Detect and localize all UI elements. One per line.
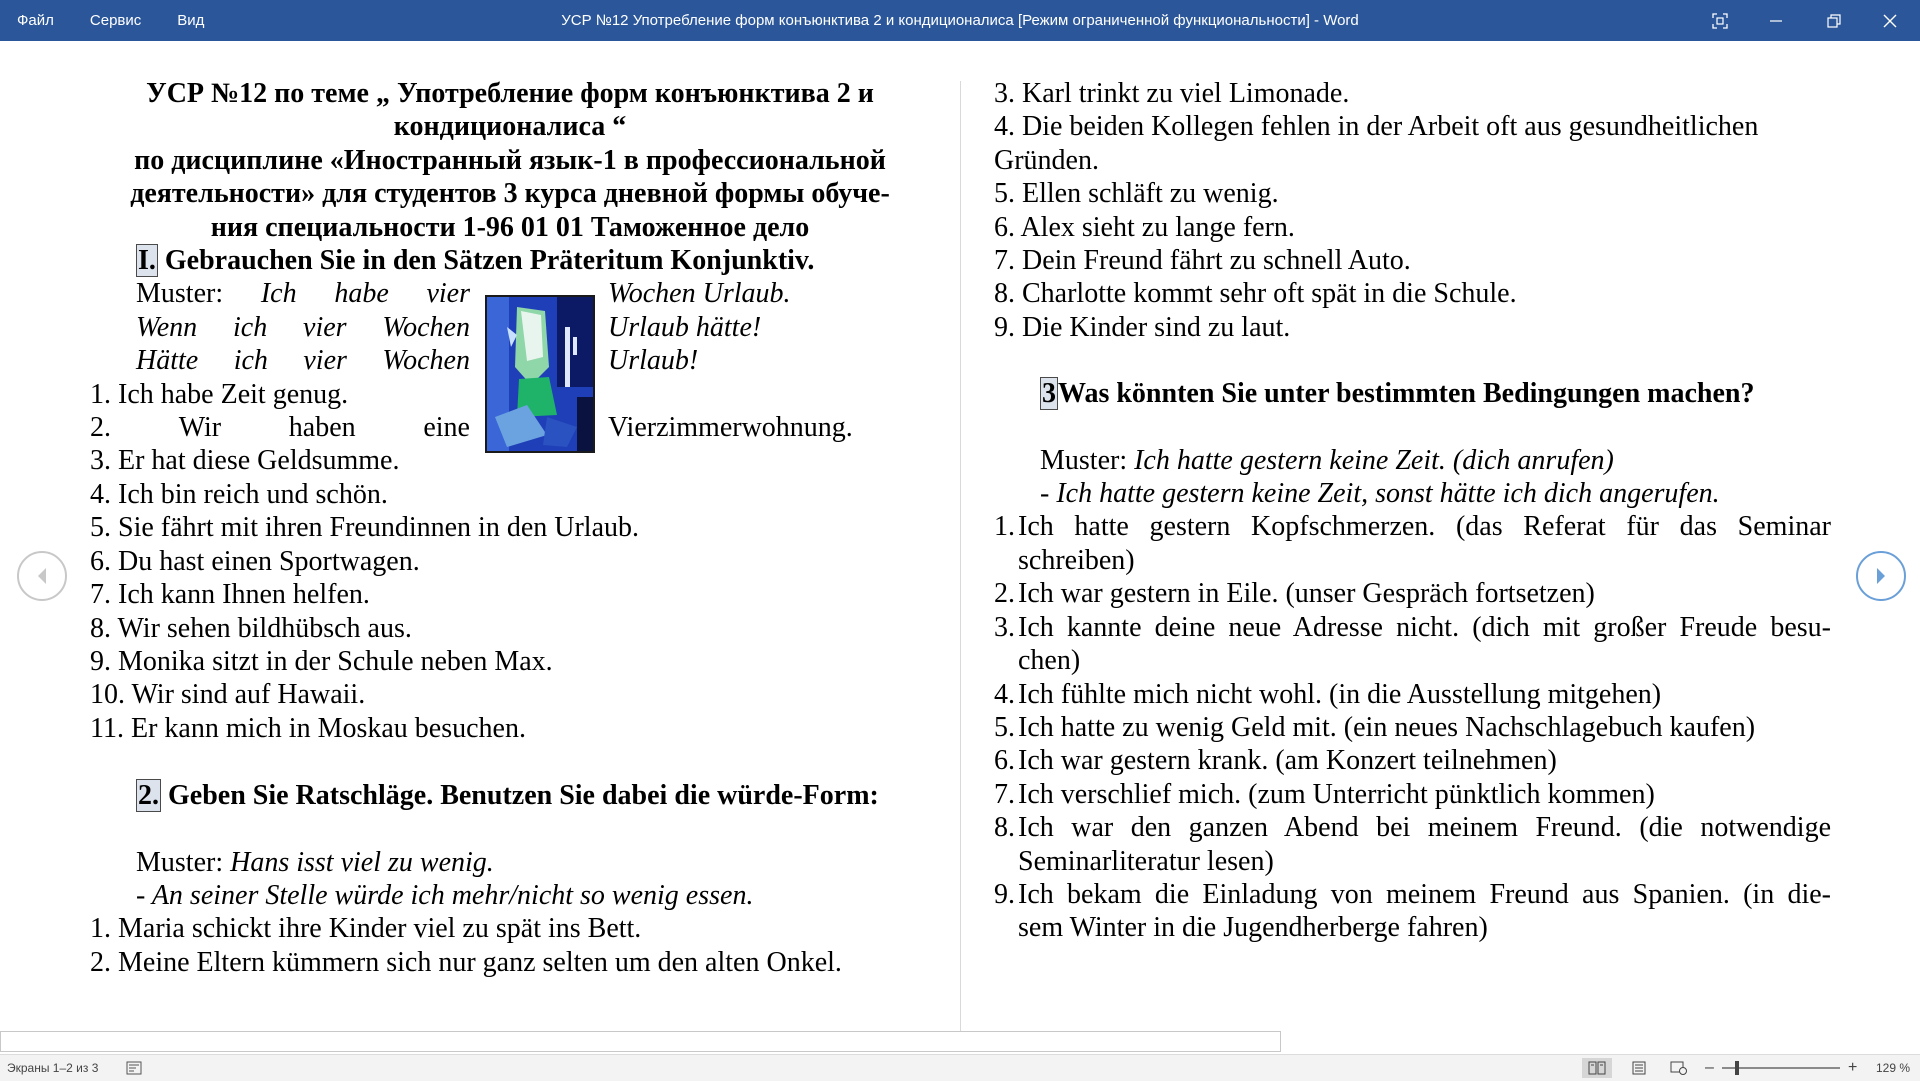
document-image: [485, 295, 595, 453]
muster-label: Muster:: [136, 846, 231, 878]
minimize-icon: [1769, 14, 1783, 28]
section3-number: 3: [1042, 378, 1056, 410]
list-word: eine: [423, 412, 470, 444]
document-check-icon: [126, 1061, 142, 1075]
title-line: деятельности» для студентов 3 курса дневной формы обуче-: [130, 178, 890, 210]
list-item: 8. Wir sehen bildhübsch aus.: [90, 612, 412, 644]
list-text: Ich verschlief mich. (zum Unterricht pünktlich kommen): [1018, 778, 1655, 810]
muster-word: Wochen: [382, 311, 470, 343]
menu-service[interactable]: Сервис: [89, 12, 142, 29]
list-number: 5.: [994, 711, 1015, 743]
title-line: по дисциплине «Иностранный язык-1 в профессиональной: [134, 144, 886, 176]
page-divider: [960, 81, 961, 1051]
list-item: 9. Die Kinder sind zu laut.: [994, 311, 1291, 343]
list-text: Ich hatte zu wenig Geld mit. (ein neues Nachschlagebuch kaufen): [1018, 711, 1756, 743]
list-number: 2.: [994, 578, 1015, 610]
list-item: 6. Alex sieht zu lange fern.: [994, 211, 1295, 243]
list-item: [994, 611, 1831, 678]
zoom-in-button[interactable]: +: [1848, 1059, 1858, 1076]
list-text: Ich war gestern krank. (am Konzert teilnehmen): [1018, 745, 1557, 777]
menu-file[interactable]: Файл: [17, 12, 54, 29]
list-item: 10. Wir sind auf Hawaii.: [90, 679, 366, 711]
muster-word: vier: [426, 278, 470, 310]
web-layout-button[interactable]: [1664, 1058, 1694, 1078]
list-word: haben: [288, 412, 356, 444]
list-word: 2.: [90, 412, 111, 444]
section2-title: Geben Sie Ratschläge. Benutzen Sie dabei die würde-Form:: [161, 780, 879, 812]
list-text: Ich war gestern in Eile. (unser Gespräch fortsetzen): [1018, 578, 1595, 610]
reading-view[interactable]: [0, 41, 1920, 1054]
muster-answer: - Ich hatte gestern keine Zeit, sonst hätte ich dich angerufen.: [1040, 478, 1720, 510]
list-item: [994, 778, 1831, 811]
list-number: 4.: [994, 678, 1015, 710]
list-item: 9. Monika sitzt in der Schule neben Max.: [90, 645, 553, 677]
list-item: [994, 811, 1831, 878]
page-left: [90, 77, 930, 979]
section3-heading: [994, 377, 1831, 410]
list-item: [994, 510, 1831, 577]
list-word: Wir: [178, 412, 222, 444]
previous-page-button[interactable]: [17, 551, 67, 601]
section3-title: Was könnten Sie unter bestimmten Bedingungen machen?: [1058, 378, 1755, 410]
list-number: 1.: [994, 511, 1015, 543]
read-mode-button[interactable]: [1582, 1058, 1612, 1078]
chevron-left-icon: [34, 566, 50, 586]
list-item: 1. Maria schickt ihre Kinder viel zu spät ins Bett.: [90, 913, 642, 945]
list-item: 6. Du hast einen Sportwagen.: [90, 545, 420, 577]
section2-number: 2.: [138, 780, 159, 812]
list-number: 3.: [994, 611, 1015, 643]
minimize-button[interactable]: [1748, 0, 1804, 41]
focus-mode-button[interactable]: [1692, 0, 1748, 41]
list-number: 7.: [994, 778, 1015, 810]
list-text: sem Winter in die Jugendherberge fahren): [1018, 912, 1488, 944]
section3-muster: [994, 444, 1831, 477]
title-line: ния специальности 1-96 01 01 Таможенное дело: [210, 211, 810, 243]
list-text: Seminarliteratur lesen): [1018, 845, 1274, 877]
list-item: [994, 878, 1831, 945]
list-text: chen): [1018, 645, 1081, 677]
list-item: 7. Ich kann Ihnen helfen.: [90, 579, 370, 611]
window-title: УСР №12 Употребление форм конъюнктива 2 и кондиционалиса [Режим ограниченной функциональности] - Word: [561, 12, 1359, 29]
muster-word: ich: [233, 345, 268, 377]
list-item: 5. Sie fährt mit ihren Freundinnen in den Urlaub.: [90, 512, 639, 544]
page-right: [994, 77, 1831, 945]
list-word: Vierzimmerwohnung.: [608, 412, 853, 444]
list-number: 6.: [994, 745, 1015, 777]
menu-bar: [0, 0, 222, 41]
list-item: [994, 711, 1831, 744]
list-item: [994, 744, 1831, 777]
read-mode-icon: [1588, 1061, 1606, 1075]
muster-word: ich: [233, 311, 268, 343]
muster-word: Wochen: [382, 345, 470, 377]
zoom-level[interactable]: 129 %: [1876, 1061, 1911, 1075]
list-text: Ich war den ganzen Abend bei meinem Freund. (die notwendige: [1018, 812, 1831, 844]
list-item: Gründen.: [994, 144, 1099, 176]
restore-icon: [1827, 14, 1841, 28]
section1-heading: [90, 244, 930, 277]
muster-label: Muster:: [1040, 444, 1135, 476]
list-item: 4. Die beiden Kollegen fehlen in der Arbeit oft aus gesundheitlichen: [994, 111, 1759, 143]
muster-text: Hans isst viel zu wenig.: [230, 846, 494, 878]
close-button[interactable]: [1862, 0, 1918, 41]
print-layout-button[interactable]: [1624, 1058, 1654, 1078]
muster-answer: - An seiner Stelle würde ich mehr/nicht so wenig essen.: [136, 879, 754, 911]
list-item: 3. Karl trinkt zu viel Limonade.: [994, 78, 1350, 109]
zoom-slider-thumb[interactable]: [1735, 1061, 1739, 1075]
abstract-painting-image: [487, 297, 593, 451]
horizontal-scrollbar[interactable]: [0, 1031, 1281, 1052]
list-item: [994, 678, 1831, 711]
restore-button[interactable]: [1806, 0, 1862, 41]
list-item: [994, 577, 1831, 610]
muster-word: Ich: [260, 278, 297, 310]
muster-word: Hätte: [136, 345, 199, 377]
list-text: Ich hatte gestern Kopfschmerzen. (das Referat für das Seminar: [1018, 511, 1831, 543]
muster-text: Urlaub!: [608, 345, 699, 377]
close-icon: [1883, 14, 1897, 28]
track-changes-button[interactable]: [126, 1061, 142, 1078]
muster-text: Urlaub hätte!: [608, 311, 762, 343]
muster-label: Muster:: [136, 278, 224, 310]
print-layout-icon: [1631, 1061, 1647, 1075]
section2-heading: [90, 779, 930, 812]
list-item: 11. Er kann mich in Moskau besuchen.: [90, 712, 526, 744]
list-number: 8.: [994, 812, 1015, 844]
list-item: 4. Ich bin reich und schön.: [90, 478, 388, 510]
list-item: 5. Ellen schläft zu wenig.: [994, 178, 1279, 210]
document-title: [90, 77, 930, 244]
list-item: 7. Dein Freund fährt zu schnell Auto.: [994, 245, 1411, 277]
list-item: 8. Charlotte kommt sehr oft spät in die Schule.: [994, 278, 1517, 310]
title-line: кондиционалиса “: [393, 111, 627, 143]
status-bar: [0, 1054, 1920, 1081]
zoom-out-button[interactable]: –: [1705, 1059, 1714, 1076]
muster-word: Wenn: [136, 311, 198, 343]
list-item: 3. Er hat diese Geldsumme.: [90, 445, 400, 477]
list-item: 2. Meine Eltern kümmern sich nur ganz selten um den alten Onkel.: [90, 946, 842, 978]
list-text: schreiben): [1018, 544, 1135, 576]
section1-number: I.: [138, 245, 156, 277]
list-number: 9.: [994, 878, 1015, 910]
web-layout-icon: [1670, 1061, 1688, 1075]
muster-word: vier: [303, 345, 347, 377]
zoom-slider[interactable]: [1722, 1067, 1840, 1069]
title-line: УСР №12 по теме „ Употребление форм конъюнктива 2 и: [146, 78, 874, 109]
focus-icon: [1712, 13, 1728, 29]
list-item: 1. Ich habe Zeit genug.: [90, 378, 349, 410]
list-text: Ich fühlte mich nicht wohl. (in die Ausstellung mitgehen): [1018, 678, 1662, 710]
menu-view[interactable]: Вид: [177, 12, 205, 29]
section1-title: Gebrauchen Sie in den Sätzen Präteritum Konjunktiv.: [157, 245, 815, 277]
next-page-button[interactable]: [1856, 551, 1906, 601]
screen-counter: Экраны 1–2 из 3: [7, 1061, 99, 1075]
muster-word: vier: [303, 311, 347, 343]
muster-text: Ich hatte gestern keine Zeit. (dich anrufen): [1134, 444, 1614, 476]
list-text: Ich kannte deine neue Adresse nicht. (dich mit großer Freude besu-: [1018, 611, 1831, 643]
chevron-right-icon: [1873, 566, 1889, 586]
muster-word: habe: [334, 278, 389, 310]
muster-text: Wochen Urlaub.: [608, 278, 791, 310]
section2-muster: [90, 846, 930, 879]
title-bar: [0, 0, 1920, 41]
list-text: Ich bekam die Einladung von meinem Freund aus Spanien. (in die-: [1018, 878, 1831, 910]
